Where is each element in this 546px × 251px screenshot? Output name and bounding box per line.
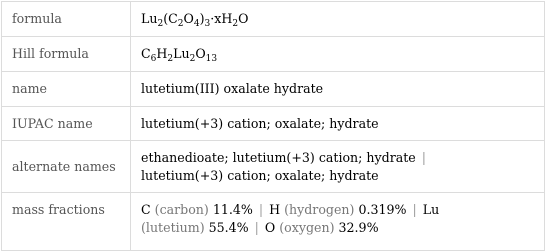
hill-formula-part: Lu (173, 46, 190, 61)
label-formula: formula (2, 2, 131, 37)
value-hill-formula (131, 37, 545, 72)
row-hill-formula (2, 37, 545, 72)
fraction-hydrogen-element: (hydrogen) (284, 202, 355, 217)
fraction-oxygen-element: (oxygen) (279, 220, 335, 235)
formula-part: Lu (141, 11, 158, 26)
fraction-hydrogen-value: 0.319% (358, 202, 407, 217)
fraction-lutetium-value: 55.4% (208, 220, 249, 235)
row-formula (2, 2, 545, 37)
label-name: name (2, 72, 131, 107)
row-alternate-names (2, 141, 545, 193)
separator: | (258, 202, 264, 217)
hill-formula-part: H (156, 46, 168, 61)
formula-part: ) (199, 11, 205, 26)
formula-part: 2 (157, 19, 164, 29)
formula-part: 3 (204, 19, 211, 29)
label-iupac-name: IUPAC name (2, 107, 131, 141)
formula-part: O (238, 11, 249, 26)
fraction-lutetium-element: (lutetium) (141, 220, 205, 235)
formula-part: (C (163, 11, 178, 26)
formula-part: O (183, 11, 194, 26)
hill-formula-part: 13 (205, 54, 218, 64)
value-iupac-name: lutetium(+3) cation; oxalate; hydrate (131, 107, 545, 141)
separator: | (254, 220, 259, 235)
value-mass-fractions (131, 193, 545, 251)
formula-part: 4 (193, 19, 200, 29)
fraction-carbon-symbol: C (141, 202, 151, 217)
formula-part: 2 (177, 19, 184, 29)
fraction-carbon-element: (carbon) (154, 202, 209, 217)
properties-panel (1, 1, 545, 240)
hill-formula-part: O (195, 46, 206, 61)
separator: | (412, 202, 417, 217)
hill-formula-part: C (141, 46, 151, 61)
formula-part: ·xH (210, 11, 233, 26)
value-formula (131, 2, 545, 37)
alternate-name: ethanedioate; lutetium(+3) cation; hydrate (141, 149, 416, 165)
fraction-lutetium-symbol: Lu (422, 202, 440, 217)
hill-formula-part: 2 (167, 54, 174, 64)
properties-table (1, 1, 545, 251)
label-hill-formula: Hill formula (2, 37, 131, 72)
row-iupac-name (2, 107, 545, 141)
row-mass-fractions (2, 193, 545, 251)
value-name: lutetium(III) oxalate hydrate (131, 72, 545, 107)
formula-part: 2 (232, 19, 239, 29)
alternate-name: lutetium(+3) cation; oxalate; hydrate (141, 167, 379, 183)
fraction-hydrogen-symbol: H (269, 202, 281, 217)
row-name (2, 72, 545, 107)
hill-formula-part: 6 (150, 54, 157, 64)
fraction-carbon-value: 11.4% (212, 202, 253, 217)
label-alternate-names: alternate names (2, 141, 131, 193)
label-mass-fractions: mass fractions (2, 193, 131, 251)
hill-formula-part: 2 (189, 54, 196, 64)
fraction-oxygen-symbol: O (264, 220, 276, 235)
value-alternate-names (131, 141, 545, 193)
fraction-oxygen-value: 32.9% (338, 220, 379, 235)
separator: | (421, 149, 426, 165)
